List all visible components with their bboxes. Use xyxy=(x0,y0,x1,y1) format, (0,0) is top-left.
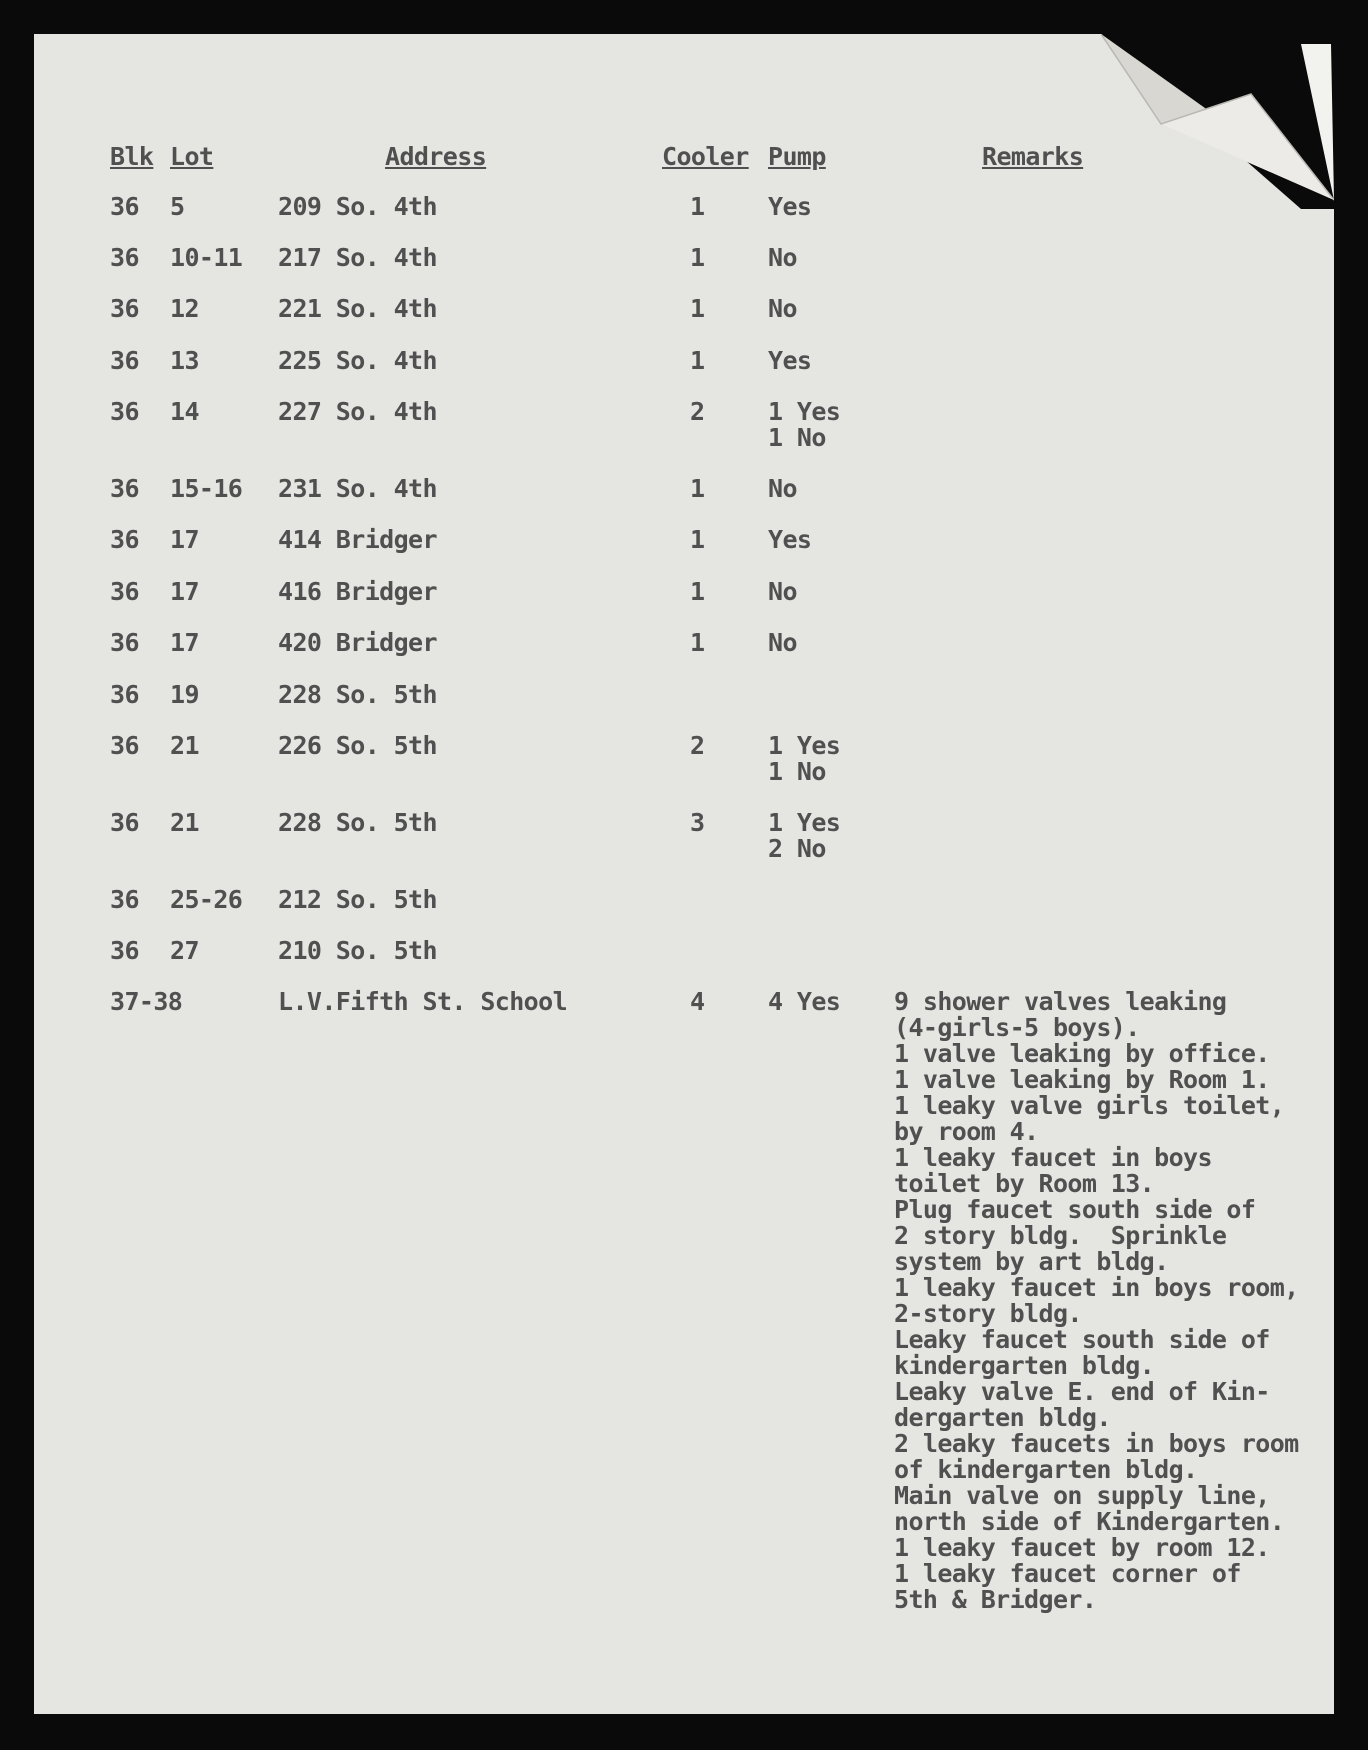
cell-address: 416 Bridger xyxy=(278,577,437,606)
cell-blk: 36 xyxy=(110,628,139,657)
cell-lot: 10-11 xyxy=(170,243,243,272)
cell-cooler: 1 xyxy=(690,346,705,375)
cell-address: 221 So. 4th xyxy=(278,294,437,323)
header-remarks: Remarks xyxy=(982,142,1084,171)
cell-cooler: 1 xyxy=(690,294,705,323)
cell-lot: 17 xyxy=(170,628,199,657)
cell-blk: 36 xyxy=(110,885,139,914)
cell-cooler: 1 xyxy=(690,474,705,503)
cell-lot: 21 xyxy=(170,731,199,760)
cell-blk: 36 xyxy=(110,192,139,221)
cell-pump: 4 Yes xyxy=(768,987,841,1016)
cell-lot: 12 xyxy=(170,294,199,323)
header-address: Address xyxy=(385,142,487,171)
cell-lot: 13 xyxy=(170,346,199,375)
cell-pump: Yes xyxy=(768,192,812,221)
cell-address: 212 So. 5th xyxy=(278,885,437,914)
cell-pump: 1 Yes xyxy=(768,808,841,837)
cell-blk: 36 xyxy=(110,474,139,503)
cell-cooler: 1 xyxy=(690,577,705,606)
cell-address: 226 So. 5th xyxy=(278,731,437,760)
cell-pump: No xyxy=(768,474,797,503)
cell-cooler: 1 xyxy=(690,525,705,554)
cell-blk: 37-38 xyxy=(110,987,183,1016)
cell-lot: 21 xyxy=(170,808,199,837)
cell-remarks: 9 shower valves leaking (4-girls-5 boys). 1 valve leaking by office. 1 valve leaking by Room 1. 1 leaky valve girls toilet, by room 4. 1 leaky faucet in boys toilet by Room 13. Plug faucet south side of 2 story bldg. Sprinkle system by art bldg. 1 leaky faucet in boys room, 2-story bldg. Leaky faucet south side of kindergarten bldg. Leaky valve E. end of Kin- dergarten bldg. 2 leaky faucets in boys room of kindergarten bldg. Main valve on supply line, north side of Kindergarten. 1 leaky faucet by room 12. 1 leaky faucet corner of 5th & Bridger. xyxy=(894,987,1299,1614)
cell-cooler: 1 xyxy=(690,628,705,657)
cell-cooler: 2 xyxy=(690,397,705,426)
cell-address: 225 So. 4th xyxy=(278,346,437,375)
cell-pump: 2 No xyxy=(768,834,826,863)
cell-blk: 36 xyxy=(110,525,139,554)
header-cooler: Cooler xyxy=(662,142,749,171)
cell-cooler: 4 xyxy=(690,987,705,1016)
cell-address: 210 So. 5th xyxy=(278,936,437,965)
cell-pump: 1 Yes xyxy=(768,397,841,426)
cell-pump: Yes xyxy=(768,346,812,375)
cell-cooler: 2 xyxy=(690,731,705,760)
cell-blk: 36 xyxy=(110,680,139,709)
cell-lot: 17 xyxy=(170,525,199,554)
cell-address: 228 So. 5th xyxy=(278,680,437,709)
cell-blk: 36 xyxy=(110,731,139,760)
cell-cooler: 1 xyxy=(690,243,705,272)
cell-lot: 27 xyxy=(170,936,199,965)
cell-cooler: 1 xyxy=(690,192,705,221)
cell-pump: No xyxy=(768,243,797,272)
cell-blk: 36 xyxy=(110,808,139,837)
cell-pump: 1 No xyxy=(768,757,826,786)
cell-lot: 14 xyxy=(170,397,199,426)
cell-lot: 17 xyxy=(170,577,199,606)
cell-blk: 36 xyxy=(110,577,139,606)
cell-lot: 15-16 xyxy=(170,474,243,503)
cell-pump: Yes xyxy=(768,525,812,554)
cell-pump: No xyxy=(768,628,797,657)
cell-pump: No xyxy=(768,294,797,323)
cell-blk: 36 xyxy=(110,936,139,965)
cell-pump: 1 Yes xyxy=(768,731,841,760)
cell-lot: 5 xyxy=(170,192,185,221)
header-lot: Lot xyxy=(170,142,214,171)
cell-address: 217 So. 4th xyxy=(278,243,437,272)
cell-blk: 36 xyxy=(110,346,139,375)
cell-cooler: 3 xyxy=(690,808,705,837)
cell-blk: 36 xyxy=(110,397,139,426)
cell-address: 414 Bridger xyxy=(278,525,437,554)
cell-blk: 36 xyxy=(110,294,139,323)
header-blk: Blk xyxy=(110,142,154,171)
cell-address: L.V.Fifth St. School xyxy=(278,987,568,1016)
cell-address: 228 So. 5th xyxy=(278,808,437,837)
cell-pump: 1 No xyxy=(768,423,826,452)
cell-address: 420 Bridger xyxy=(278,628,437,657)
cell-blk: 36 xyxy=(110,243,139,272)
cell-lot: 19 xyxy=(170,680,199,709)
header-pump: Pump xyxy=(768,142,826,171)
cell-pump: No xyxy=(768,577,797,606)
cell-address: 227 So. 4th xyxy=(278,397,437,426)
cell-lot: 25-26 xyxy=(170,885,243,914)
cell-address: 231 So. 4th xyxy=(278,474,437,503)
cell-address: 209 So. 4th xyxy=(278,192,437,221)
